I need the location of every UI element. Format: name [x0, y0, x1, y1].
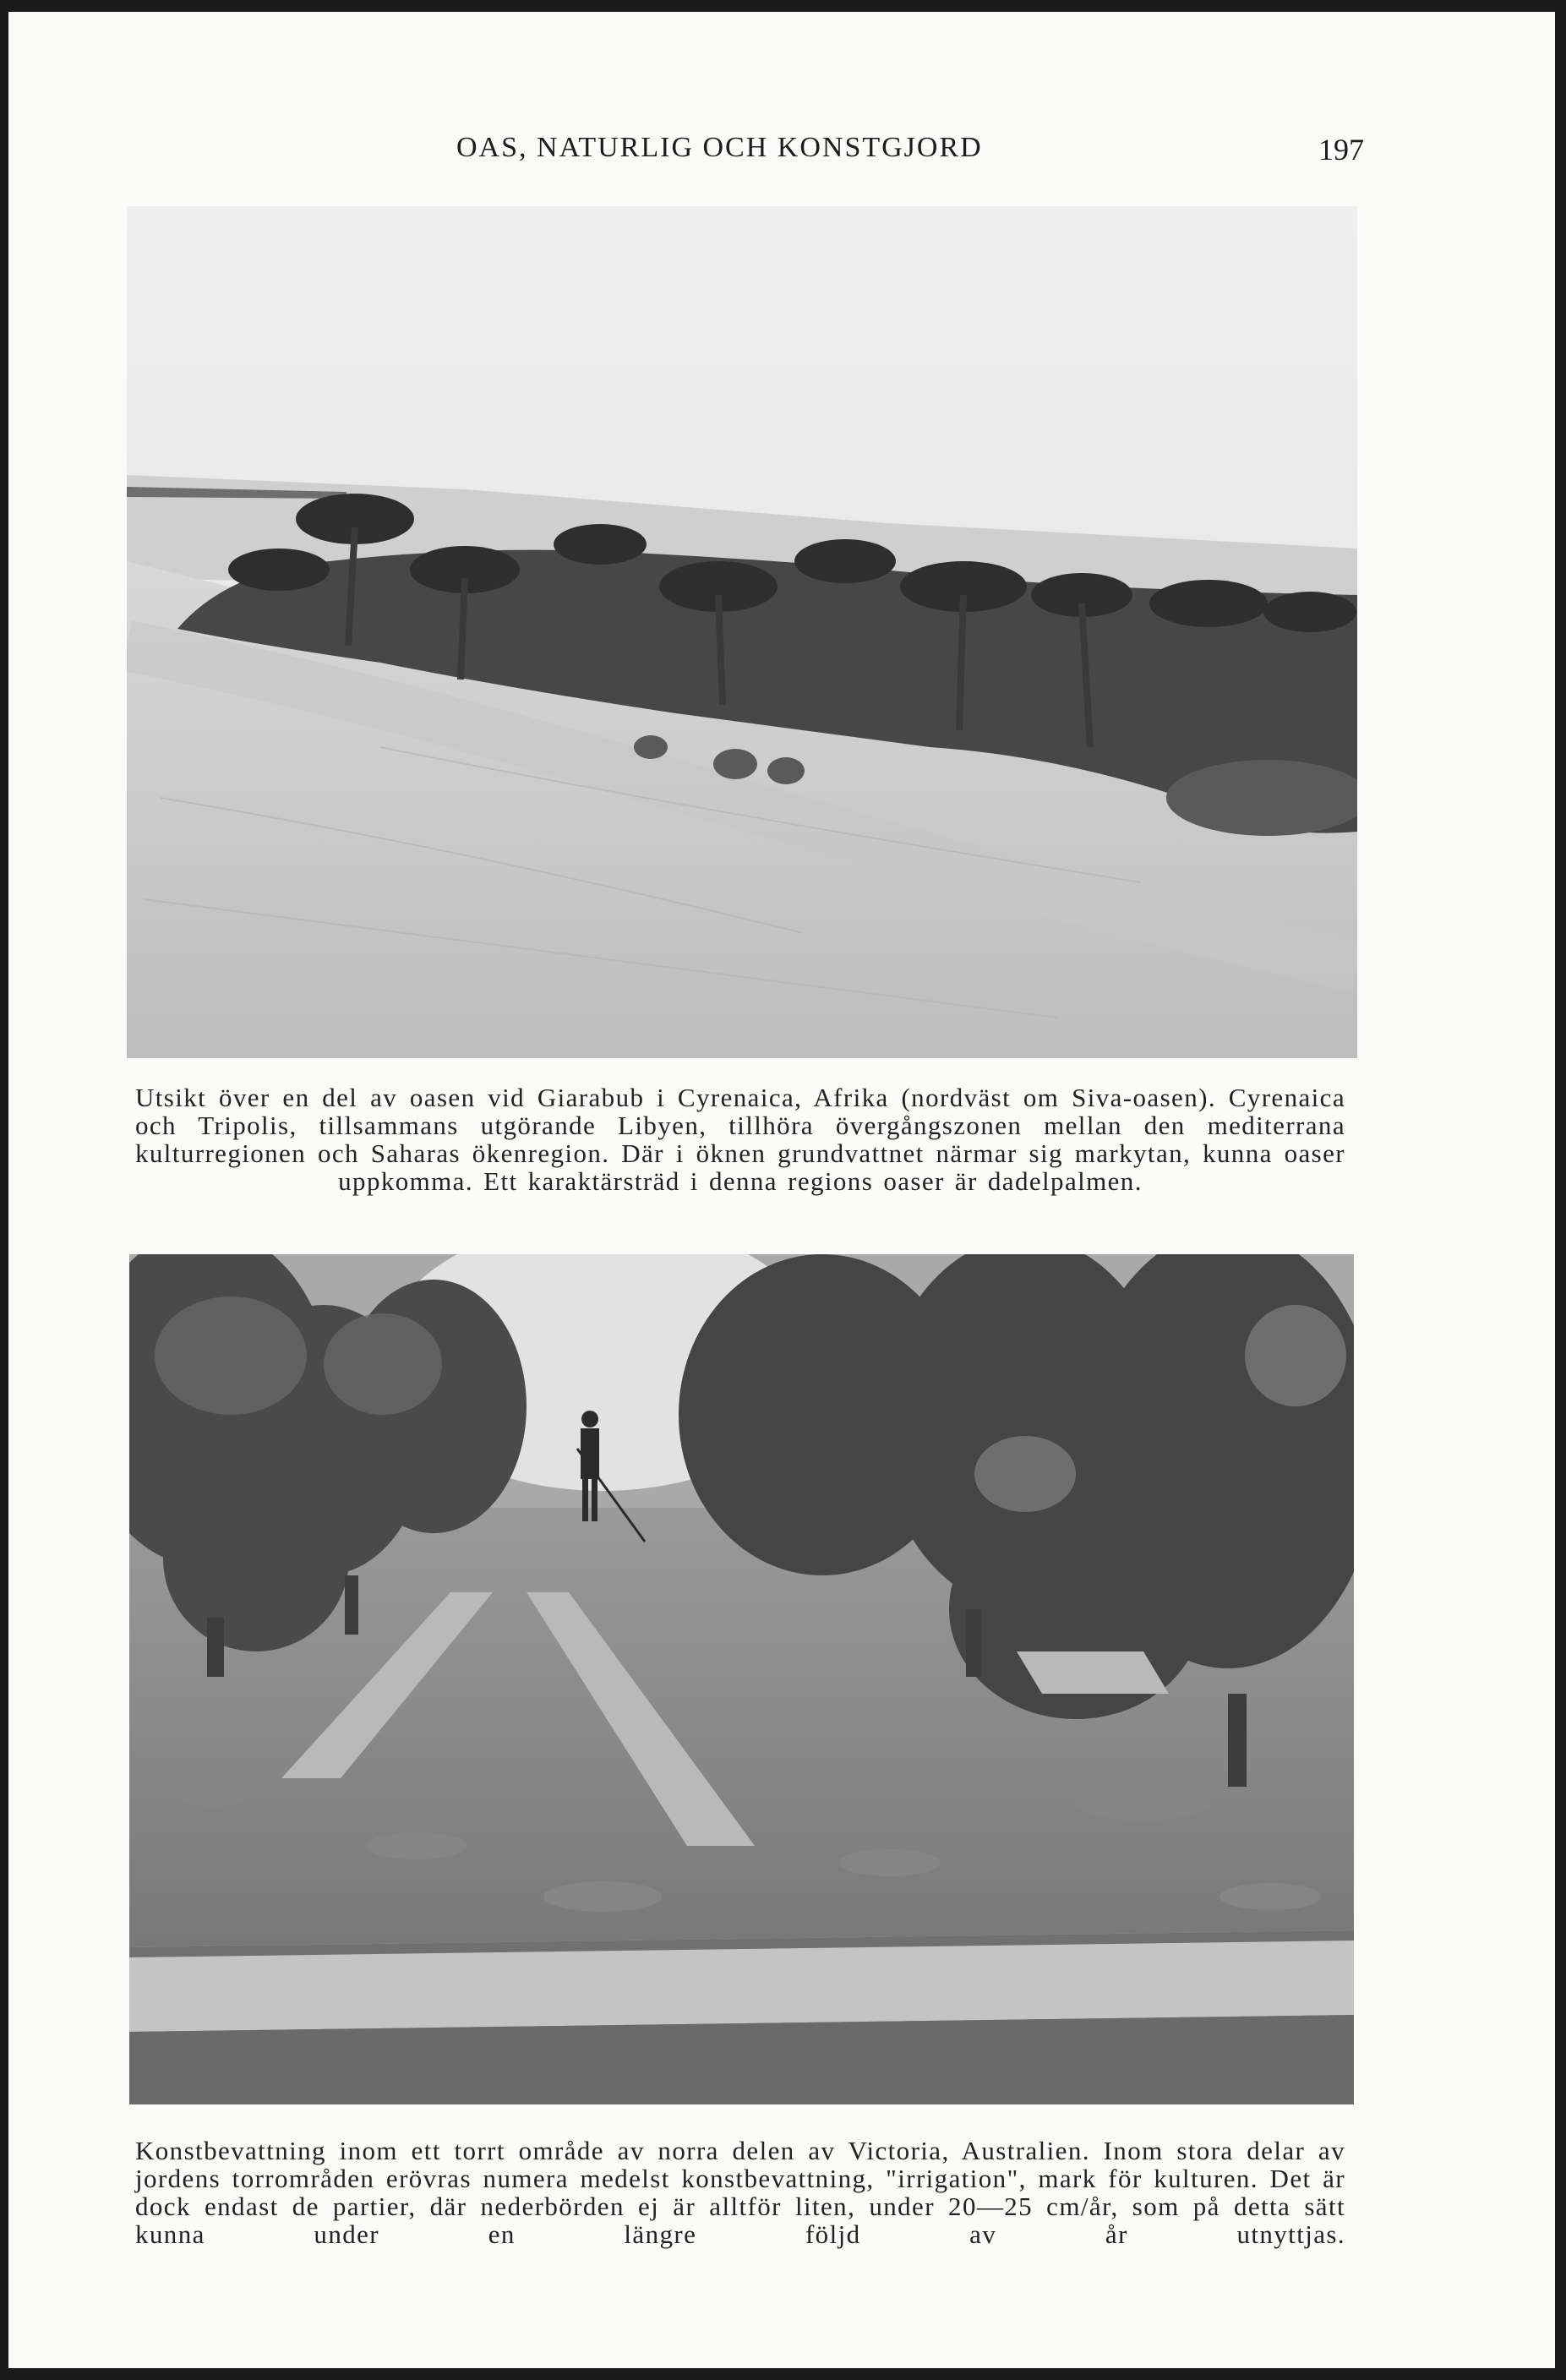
page-number: 197	[1318, 133, 1364, 166]
running-head: OAS, NATURLIG OCH KONSTGJORD	[456, 132, 983, 163]
oasis-photo-image	[127, 206, 1357, 1058]
oasis-caption: Utsikt över en del av oasen vid Giarabub i Cyrenaica, Afrika (nordväst om Siva-oasen). Cyrenaica och Tripolis, tillsammans utgörande Libyen, tillhöra övergångszonen mellan den mediterrana kulturregionen och Saharas ökenregion. Där i öknen grundvattnet närmar sig markytan, kunna oaser uppkomma. Ett karaktärsträd i denna regions oaser är dadelpalmen.	[135, 1083, 1345, 1196]
oasis-photo	[127, 206, 1357, 1058]
irrigation-photo-image	[129, 1254, 1354, 2104]
book-page	[8, 12, 1555, 2368]
irrigation-photo	[129, 1254, 1354, 2104]
irrigation-caption: Konstbevattning inom ett torrt område av norra delen av Victoria, Australien. Inom stora delar av jordens torrområden erövras numera medelst konstbevattning, "irrigation", mark för kulturen. Det är dock endast de partier, där nederbörden ej är alltför liten, under 20—25 cm/år, som på detta sätt kunna under en längre följd av år utnyttjas.	[135, 2136, 1345, 2249]
